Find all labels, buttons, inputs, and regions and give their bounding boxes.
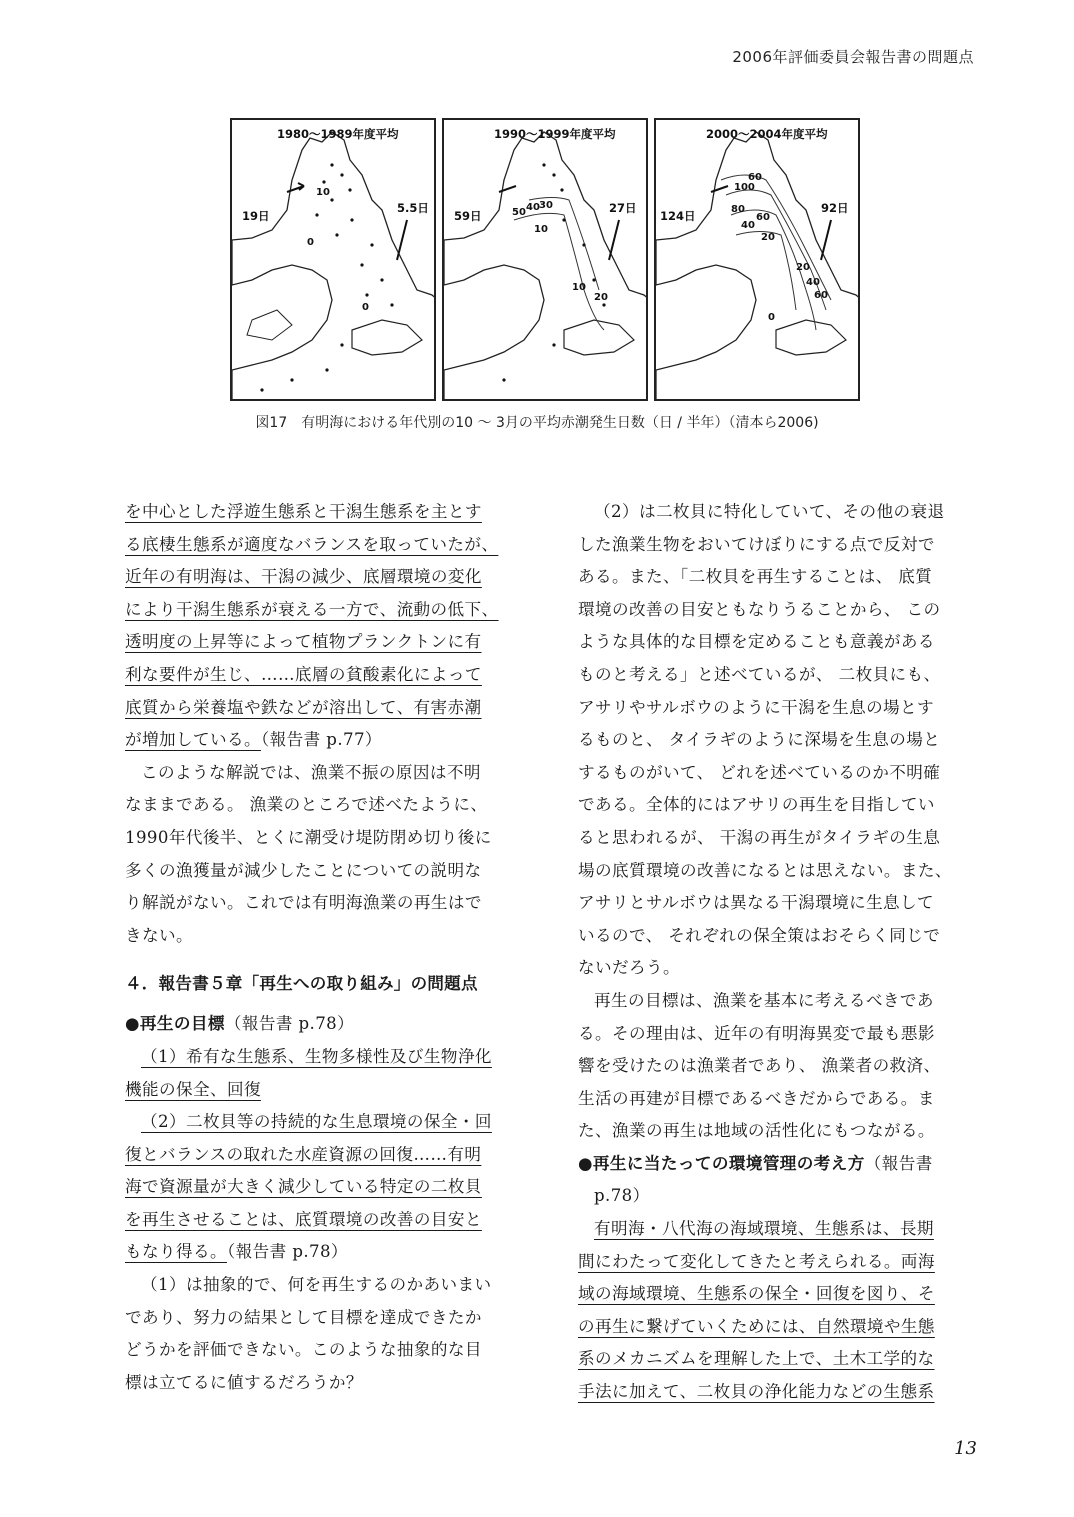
svg-text:30: 30 xyxy=(539,200,553,211)
report-reference: （報告書 p.78） xyxy=(226,1242,348,1262)
body-line: 標は立てるに値するだろうか？ xyxy=(125,1372,363,1392)
red-tide-map-figure xyxy=(230,113,870,403)
body-line: である。全体的にはアサリの再生を目指してい xyxy=(578,795,935,815)
body-line: ものと考える」と述べているが、 二枚貝にも、 xyxy=(578,664,941,684)
quoted-line: 有明海・八代海の海域環境、生態系は、長期 xyxy=(594,1219,934,1239)
section-heading: ４．報告書５章「再生への取り組み」の問題点 xyxy=(125,974,478,994)
quoted-text: が増加している。 xyxy=(125,730,261,750)
body-line: ないだろう。 xyxy=(578,958,680,978)
body-line: このような解説では、漁業不振の原因は不明 xyxy=(141,762,481,782)
svg-text:60: 60 xyxy=(814,290,828,301)
body-line: 場の底質環境の改善になるとは思えない。また、 xyxy=(578,860,952,880)
panel-left-value: 19日 xyxy=(242,209,270,223)
goal-label: ●再生の目標 xyxy=(125,1014,225,1034)
body-line: 1990年代後半、とくに潮受け堤防閉め切り後に xyxy=(125,827,492,847)
svg-text:40: 40 xyxy=(526,202,540,213)
body-line: り解説がない。これでは有明海漁業の再生はで xyxy=(125,893,482,913)
body-line: ある。また、「二枚貝を再生することは、 底質 xyxy=(578,567,933,587)
body-line: した漁業生物をおいてけぼりにする点で反対で xyxy=(578,534,935,554)
right-column xyxy=(578,496,978,1409)
body-line: アサリとサルボウは異なる干潟環境に生息して xyxy=(578,893,935,913)
quoted-line: を再生させることは、底質環境の改善の目安と xyxy=(125,1209,482,1229)
svg-text:80: 80 xyxy=(731,204,745,215)
page-number: 13 xyxy=(954,1438,977,1459)
goal-heading-line xyxy=(125,1008,525,1041)
svg-text:40: 40 xyxy=(806,277,820,288)
body-line: アサリやサルボウのように干潟を生息の場とす xyxy=(578,697,935,717)
figure-caption: 図17 有明海における年代別の10 〜 3月の平均赤潮発生日数（日 / 半年）（清本ら2006) xyxy=(255,415,819,431)
panel-right-value: 5.5日 xyxy=(397,201,429,215)
quoted-text: もなり得る。 xyxy=(125,1242,227,1262)
quoted-line: 海で資源量が大きく減少している特定の二枚貝 xyxy=(125,1177,482,1197)
svg-text:60: 60 xyxy=(756,212,770,223)
panel-left-value: 124日 xyxy=(660,209,696,223)
body-line: 響を受けたのは漁業者であり、 漁業者の救済、 xyxy=(578,1056,941,1076)
quoted-line: 近年の有明海は、干潟の減少、底層環境の変化 xyxy=(125,567,482,587)
left-column xyxy=(125,496,525,1399)
svg-text:60: 60 xyxy=(748,172,762,183)
quoted-line-end xyxy=(125,724,525,757)
goal-reference: （報告書 p.78） xyxy=(224,1014,355,1034)
body-line: 生活の再建が目標であるべきだからである。ま xyxy=(578,1088,935,1108)
svg-text:10: 10 xyxy=(316,187,330,198)
env-label: ●再生に当たっての環境管理の考え方 xyxy=(578,1153,865,1173)
quoted-line: 間にわたって変化してきたと考えられる。両海 xyxy=(578,1251,935,1271)
quoted-line: 底質から栄養塩や鉄などが溶出して、有害赤潮 xyxy=(125,697,482,717)
svg-text:40: 40 xyxy=(741,220,755,231)
quoted-line: 復とバランスの取れた水産資源の回復……有明 xyxy=(125,1144,482,1164)
quoted-line: により干潟生態系が衰える一方で、流動の低下、 xyxy=(125,599,499,619)
quoted-line: （1）希有な生態系、生物多様性及び生物浄化 xyxy=(141,1046,492,1066)
map-panel-1990s xyxy=(442,118,648,401)
body-line: いるので、 それぞれの保全策はおそらく同じで xyxy=(578,925,941,945)
quoted-line: る底棲生態系が適度なバランスを取っていたが、 xyxy=(125,534,499,554)
body-line: 再生の目標は、漁業を基本に考えるべきであ xyxy=(594,990,934,1010)
running-header: 2006年評価委員会報告書の問題点 xyxy=(732,48,974,66)
quoted-line: （2）二枚貝等の持続的な生息環境の保全・回 xyxy=(141,1112,492,1132)
body-line: 環境の改善の目安ともなりうることから、 この xyxy=(578,599,941,619)
svg-text:0: 0 xyxy=(307,237,314,248)
body-line: （2）は二枚貝に特化していて、その他の衰退 xyxy=(594,502,945,521)
body-line: なままである。 漁業のところで述べたように、 xyxy=(125,795,488,815)
env-reference: （報告書 xyxy=(864,1153,933,1173)
body-line: ような具体的な目標を定めることも意義がある xyxy=(578,632,935,652)
map-panel-1980s xyxy=(230,118,436,401)
quoted-line: 機能の保全、回復 xyxy=(125,1079,261,1099)
svg-text:20: 20 xyxy=(594,292,608,303)
svg-text:50: 50 xyxy=(512,207,526,218)
quoted-line-end xyxy=(125,1236,525,1269)
panel-left-value: 59日 xyxy=(454,209,482,223)
panel-right-value: 92日 xyxy=(821,201,849,215)
svg-text:20: 20 xyxy=(761,232,775,243)
body-line: る。その理由は、近年の有明海異変で最も悪影 xyxy=(578,1023,935,1043)
env-heading-line xyxy=(578,1148,978,1181)
quoted-line: 手法に加えて、二枚貝の浄化能力などの生態系 xyxy=(578,1382,935,1402)
body-line: ると思われるが、 干潟の再生がタイラギの生息 xyxy=(578,827,941,847)
quoted-line: 系のメカニズムを理解した上で、土木工学的な xyxy=(578,1349,935,1369)
svg-text:10: 10 xyxy=(534,224,548,235)
body-line: （1）は抽象的で、何を再生するのかあいまい xyxy=(141,1275,492,1295)
body-line: るものと、 タイラギのように深場を生息の場と xyxy=(578,730,941,750)
quoted-line: 透明度の上昇等によって植物プランクトンに有 xyxy=(125,632,482,652)
map-panel-2000s xyxy=(654,118,860,401)
panel-right-value: 27日 xyxy=(609,201,637,215)
panel-period: 2000〜2004年度平均 xyxy=(706,127,828,141)
body-line: するものがいて、 どれを述べているのか不明確 xyxy=(578,762,941,782)
svg-text:100: 100 xyxy=(734,182,755,193)
quoted-line: 利な要件が生じ、……底層の貧酸素化によって xyxy=(125,664,482,684)
svg-text:0: 0 xyxy=(362,302,369,313)
svg-text:0: 0 xyxy=(768,312,775,323)
quoted-line: 域の海域環境、生態系の保全・回復を図り、そ xyxy=(578,1284,935,1304)
report-reference: （報告書 p.77） xyxy=(260,730,382,750)
body-line: どうかを評価できない。このような抽象的な目 xyxy=(125,1340,482,1360)
env-reference-page: p.78） xyxy=(594,1186,650,1206)
body-line: 多くの漁獲量が減少したことについての説明な xyxy=(125,860,482,880)
panel-period: 1980〜1989年度平均 xyxy=(277,127,399,141)
quoted-line: を中心とした浮遊生態系と干潟生態系を主とす xyxy=(125,502,482,521)
body-line: であり、努力の結果として目標を達成できたか xyxy=(125,1307,482,1327)
body-line: た、漁業の再生は地域の活性化にもつながる。 xyxy=(578,1121,935,1141)
panel-period: 1990〜1999年度平均 xyxy=(494,127,616,141)
svg-text:20: 20 xyxy=(796,262,810,273)
quoted-line: の再生に繋げていくためには、自然環境や生態 xyxy=(578,1316,935,1336)
body-line: きない。 xyxy=(125,925,193,945)
svg-text:10: 10 xyxy=(572,282,586,293)
